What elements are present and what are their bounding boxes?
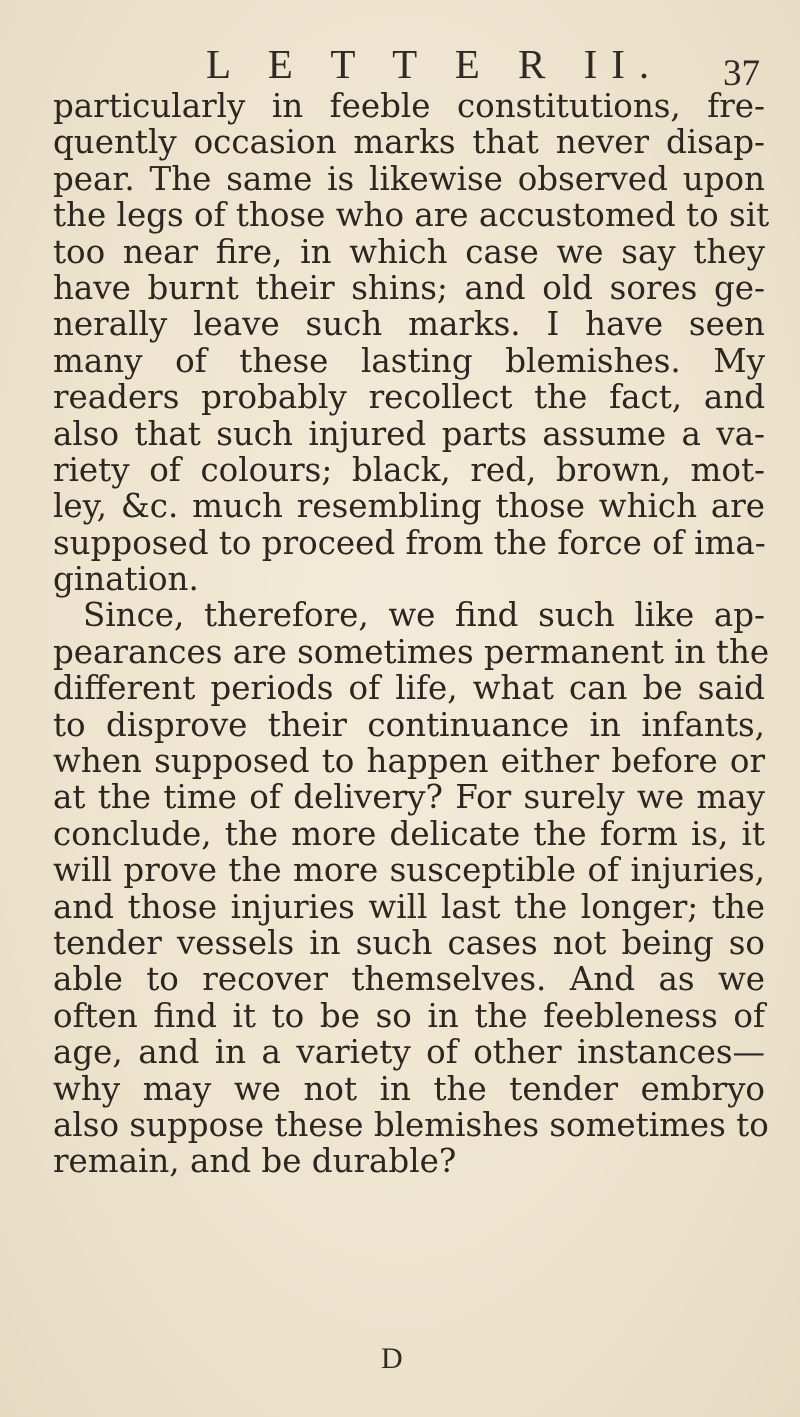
text-line: gination. <box>53 560 199 599</box>
text-line: particularly in feeble constitutions, fre- <box>53 87 765 125</box>
text-line: pearances are sometimes permanent in the <box>53 632 770 671</box>
page-number: 37 <box>723 53 760 94</box>
text-line: pear. The same is likewise observed upon <box>53 159 765 198</box>
text-line: and those injuries will last the longer; the <box>53 887 765 926</box>
text-line: conclude, the more delicate the form is, it <box>53 814 765 853</box>
text-line: readers probably recollect the fact, and <box>53 378 765 417</box>
text-line: will prove the more susceptible of injuries, <box>53 851 765 890</box>
text-line: riety of colours; black, red, brown, mot- <box>53 450 765 489</box>
text-line: when supposed to happen either before or <box>53 742 765 781</box>
text-line: why may we not in the tender embryo <box>53 1069 765 1108</box>
text-line: supposed to proceed from the force of ima- <box>53 523 766 562</box>
text-line: the legs of those who are accustomed to sit <box>53 196 770 235</box>
text-line: tender vessels in such cases not being so <box>53 923 765 962</box>
text-line: many of these lasting blemishes. My <box>53 341 765 380</box>
text-line: quently occasion marks that never disap- <box>53 123 765 162</box>
running-head: L E T T E R II. <box>206 41 664 87</box>
text-line: remain, and be durable? <box>53 1142 457 1181</box>
text-line: Since, therefore, we find such like ap- <box>83 596 765 635</box>
text-line: ley, &c. much resembling those which are <box>53 487 765 526</box>
text-line: also suppose these blemishes sometimes to <box>53 1105 769 1144</box>
paragraph-1 <box>53 87 770 599</box>
text-line: too near fire, in which case we say they <box>53 232 765 271</box>
text-line: nerally leave such marks. I have seen <box>53 305 765 344</box>
text-line: often find it to be so in the feebleness of <box>53 996 765 1035</box>
text-line: age, and in a variety of other instances— <box>53 1033 765 1072</box>
text-line: also that such injured parts assume a va- <box>53 414 765 453</box>
text-line: at the time of delivery? For surely we may <box>53 778 765 817</box>
text-line: different periods of life, what can be said <box>53 669 765 708</box>
text-line: to disprove their continuance in infants, <box>53 705 765 744</box>
paragraph-2 <box>53 596 770 1181</box>
signature-mark: D <box>381 1342 403 1375</box>
text-line: able to recover themselves. And as we <box>53 960 765 999</box>
text-line: have burnt their shins; and old sores ge- <box>53 268 765 307</box>
body-text <box>53 87 770 1181</box>
